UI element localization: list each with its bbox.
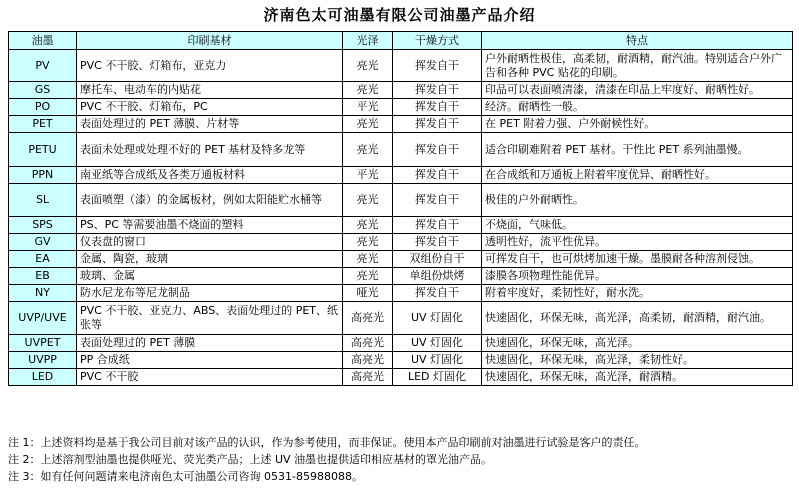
feature-cell: 极佳的户外耐晒性。: [482, 184, 793, 217]
substrate-cell: PVC 不干胶: [77, 369, 343, 386]
drying-cell: 单组份烘烤: [393, 268, 482, 285]
ink-name: UVP/UVE: [9, 302, 77, 335]
gloss-cell: 亮光: [343, 82, 393, 99]
gloss-cell: 亮光: [343, 184, 393, 217]
table-row: [9, 335, 793, 352]
feature-cell: 印品可以表面喷清漆，清漆在印品上牢度好、耐晒性好。: [482, 82, 793, 99]
feature-cell: 快速固化，环保无味，高光泽。: [482, 335, 793, 352]
table-row: [9, 217, 793, 234]
product-table: [8, 31, 793, 386]
substrate-cell: 南亚纸等合成纸及各类万通板材料: [77, 167, 343, 184]
feature-cell: 在合成纸和万通板上附着牢度优异、耐晒性好。: [482, 167, 793, 184]
drying-cell: 挥发自干: [393, 133, 482, 167]
drying-cell: 挥发自干: [393, 82, 482, 99]
gloss-cell: 哑光: [343, 285, 393, 302]
table-row: [9, 251, 793, 268]
substrate-cell: PS、PC 等需要油墨不烧面的塑料: [77, 217, 343, 234]
ink-name: PO: [9, 99, 77, 116]
gloss-cell: 亮光: [343, 50, 393, 82]
gloss-cell: 亮光: [343, 251, 393, 268]
substrate-cell: 表面处理过的 PET 薄膜: [77, 335, 343, 352]
ink-name: GV: [9, 234, 77, 251]
substrate-cell: 表面喷塑（漆）的金属板材，例如太阳能贮水桶等: [77, 184, 343, 217]
feature-cell: 透明性好，流平性优异。: [482, 234, 793, 251]
note-1: 注 1：上述资料均是基于我公司目前对该产品的认识，作为参考使用，而非保证。使用本产品印刷前对油墨进行试验是客户的责任。: [8, 436, 646, 449]
gloss-cell: 亮光: [343, 268, 393, 285]
substrate-cell: 金属、陶瓷，玻璃: [77, 251, 343, 268]
gloss-cell: 平光: [343, 99, 393, 116]
gloss-cell: 亮光: [343, 217, 393, 234]
header-substrate: 印刷基材: [77, 32, 343, 50]
table-row: [9, 82, 793, 99]
drying-cell: 挥发自干: [393, 184, 482, 217]
drying-cell: 挥发自干: [393, 116, 482, 133]
drying-cell: UV 灯固化: [393, 335, 482, 352]
drying-cell: UV 灯固化: [393, 302, 482, 335]
gloss-cell: 高亮光: [343, 335, 393, 352]
header-features: 特点: [482, 32, 793, 50]
gloss-cell: 亮光: [343, 234, 393, 251]
notes: [8, 436, 792, 487]
feature-cell: 适合印刷难附着 PET 基材。干性比 PET 系列油墨慢。: [482, 133, 793, 167]
substrate-cell: PVC 不干胶、亚克力、ABS、表面处理过的 PET、纸张等: [77, 302, 343, 335]
table-header-row: [9, 32, 793, 50]
ink-name: GS: [9, 82, 77, 99]
note-3: 注 3：如有任何问题请来电济南色太可油墨公司咨询 0531-85988088。: [8, 470, 363, 483]
ink-name: PET: [9, 116, 77, 133]
feature-cell: 可挥发自干，也可烘烤加速干燥。墨膜耐各种溶剂侵蚀。: [482, 251, 793, 268]
ink-name: LED: [9, 369, 77, 386]
drying-cell: 挥发自干: [393, 285, 482, 302]
page-title: 济南色太可油墨有限公司油墨产品介绍: [263, 6, 536, 24]
drying-cell: 挥发自干: [393, 50, 482, 82]
drying-cell: 挥发自干: [393, 99, 482, 116]
table-row: [9, 285, 793, 302]
drying-cell: 双组份自干: [393, 251, 482, 268]
substrate-cell: 表面处理过的 PET 薄膜、片材等: [77, 116, 343, 133]
ink-name: EB: [9, 268, 77, 285]
drying-cell: UV 灯固化: [393, 352, 482, 369]
table-row: [9, 184, 793, 217]
feature-cell: 漆膜各项物理性能优异。: [482, 268, 793, 285]
gloss-cell: 亮光: [343, 116, 393, 133]
table-row: [9, 50, 793, 82]
table-row: [9, 369, 793, 386]
header-ink: 油墨: [9, 32, 77, 50]
ink-name: SPS: [9, 217, 77, 234]
substrate-cell: 表面未处理或处理不好的 PET 基材及特多龙等: [77, 133, 343, 167]
table-row: [9, 352, 793, 369]
ink-name: NY: [9, 285, 77, 302]
header-drying: 干燥方式: [393, 32, 482, 50]
table-row: [9, 302, 793, 335]
feature-cell: 快速固化，环保无味，高光泽，高柔韧，耐酒精，耐汽油。: [482, 302, 793, 335]
table-row: [9, 99, 793, 116]
table-row: [9, 167, 793, 184]
ink-name: PETU: [9, 133, 77, 167]
ink-name: UVPET: [9, 335, 77, 352]
substrate-cell: PVC 不干胶、灯箱布，PC: [77, 99, 343, 116]
feature-cell: 附着牢度好，柔韧性好，耐水洗。: [482, 285, 793, 302]
note-2: 注 2：上述溶剂型油墨也提供哑光、荧光类产品；上述 UV 油墨也提供适印相应基材的罩光油产品。: [8, 453, 493, 466]
feature-cell: 不烧面，气味低。: [482, 217, 793, 234]
substrate-cell: 仪表盘的窗口: [77, 234, 343, 251]
table-row: [9, 268, 793, 285]
substrate-cell: 防水尼龙布等尼龙制品: [77, 285, 343, 302]
substrate-cell: 玻璃、金属: [77, 268, 343, 285]
gloss-cell: 平光: [343, 167, 393, 184]
drying-cell: LED 灯固化: [393, 369, 482, 386]
table-row: [9, 116, 793, 133]
gloss-cell: 亮光: [343, 133, 393, 167]
feature-cell: 快速固化，环保无味，高光泽，柔韧性好。: [482, 352, 793, 369]
gloss-cell: 高亮光: [343, 302, 393, 335]
gloss-cell: 高亮光: [343, 352, 393, 369]
feature-cell: 经济。耐晒性一般。: [482, 99, 793, 116]
drying-cell: 挥发自干: [393, 217, 482, 234]
ink-name: PPN: [9, 167, 77, 184]
ink-name: PV: [9, 50, 77, 82]
table-row: [9, 133, 793, 167]
substrate-cell: PVC 不干胶、灯箱布，亚克力: [77, 50, 343, 82]
feature-cell: 户外耐晒性极佳，高柔韧，耐酒精，耐汽油。特别适合户外广告和各种 PVC 贴花的印刷。: [482, 50, 793, 82]
drying-cell: 挥发自干: [393, 167, 482, 184]
drying-cell: 挥发自干: [393, 234, 482, 251]
gloss-cell: 高亮光: [343, 369, 393, 386]
table-row: [9, 234, 793, 251]
header-gloss: 光泽: [343, 32, 393, 50]
substrate-cell: PP 合成纸: [77, 352, 343, 369]
ink-name: EA: [9, 251, 77, 268]
ink-name: SL: [9, 184, 77, 217]
feature-cell: 在 PET 附着力强、户外耐候性好。: [482, 116, 793, 133]
feature-cell: 快速固化，环保无味，高光泽，耐酒精。: [482, 369, 793, 386]
substrate-cell: 摩托车、电动车的内贴花: [77, 82, 343, 99]
ink-name: UVPP: [9, 352, 77, 369]
